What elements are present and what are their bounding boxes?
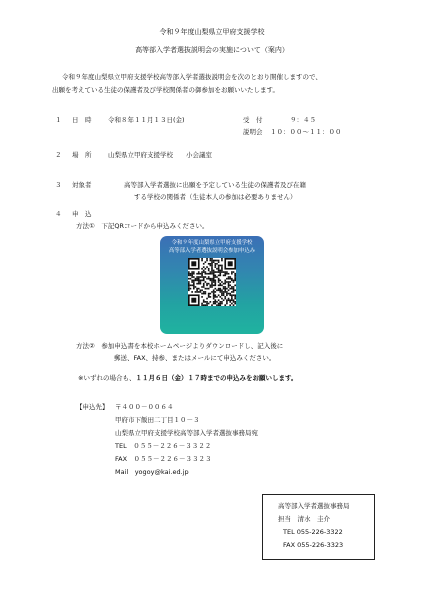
audience-line-2: する学校の関係者（生徒本人の参加は必要ありません） [134,193,297,201]
briefing-time: １０：００～１１：００ [270,128,342,136]
contact-office: 山梨県立甲府支援学校高等部入学者選抜事務局宛 [115,429,258,437]
application-method-2-line-2: 郵送、FAX、持参、またはメールにて申込みください。 [114,354,276,362]
intro-line-1: 令和９年度山梨県立甲府支援学校高等部入学者選抜説明会を次のとおり開催しますので、 [62,73,322,81]
contact-mail[interactable]: Mail yogoy@kai.ed.jp [115,468,189,476]
contact-fax: FAX ０５５－２２６－３３２３ [115,455,212,463]
intro-line-2: 出願を考えている生徒の保護者及び学校関係者の御参加をお願いいたします。 [52,86,279,94]
qr-card [160,236,264,334]
contact-label: 【申込先】 [76,403,109,411]
office-box-title: 高等部入学者選抜事務局 [278,502,350,510]
venue-place: 山梨県立甲府支援学校 小会議室 [108,151,212,159]
office-box-fax: FAX 055-226-3323 [283,541,344,549]
qr-code-image [188,258,236,306]
qr-code[interactable] [188,258,236,306]
qr-card-title-2: 高等部入学者選抜説明会参加申込み [168,248,256,254]
section-4-number: ４ [55,210,62,218]
deadline-note-prefix: ※いずれの場合も、 [78,374,136,382]
section-1-label: 日 時 [72,116,92,124]
office-box-person: 担当 清水 圭介 [278,515,330,523]
document-subtitle: 高等部入学者選抜説明会の実施について（案内） [135,46,289,54]
application-method-1: 方法① 下記QRコードから申込みください。 [76,222,209,230]
event-date: 令和８年１１月１３日(金) [108,116,185,124]
qr-card-title-1: 令和９年度山梨県立甲府支援学校 [171,240,253,246]
reception-time: ９：４５ [290,116,316,124]
section-2-label: 場 所 [72,151,92,159]
section-2-number: ２ [55,151,62,159]
document-title: 令和９年度山梨県立甲府支援学校 [159,28,265,36]
section-3-label: 対象者 [72,181,92,189]
contact-postal: 〒４００－００６４ [115,403,174,411]
deadline-note [78,375,297,382]
contact-address: 甲府市下飯田二丁目１０－３ [115,416,200,424]
application-method-2-line-1: 方法② 参加申込書を本校ホームページよりダウンロードし、記入後に [76,342,284,350]
contact-tel: TEL ０５５－２２６－３３２２ [115,442,212,450]
briefing-label: 説明会 [243,128,263,136]
section-3-number: ３ [55,181,62,189]
section-1-number: １ [55,116,62,124]
section-4-label: 申 込 [72,210,92,218]
deadline-note-deadline: １１月６日（金）１７時までの申込みをお願いします。 [135,374,298,382]
reception-label: 受 付 [243,116,263,124]
office-box-tel: TEL 055-226-3322 [283,528,343,536]
audience-line-1: 高等部入学者選抜に出願を予定している生徒の保護者及び在籍 [124,181,306,189]
